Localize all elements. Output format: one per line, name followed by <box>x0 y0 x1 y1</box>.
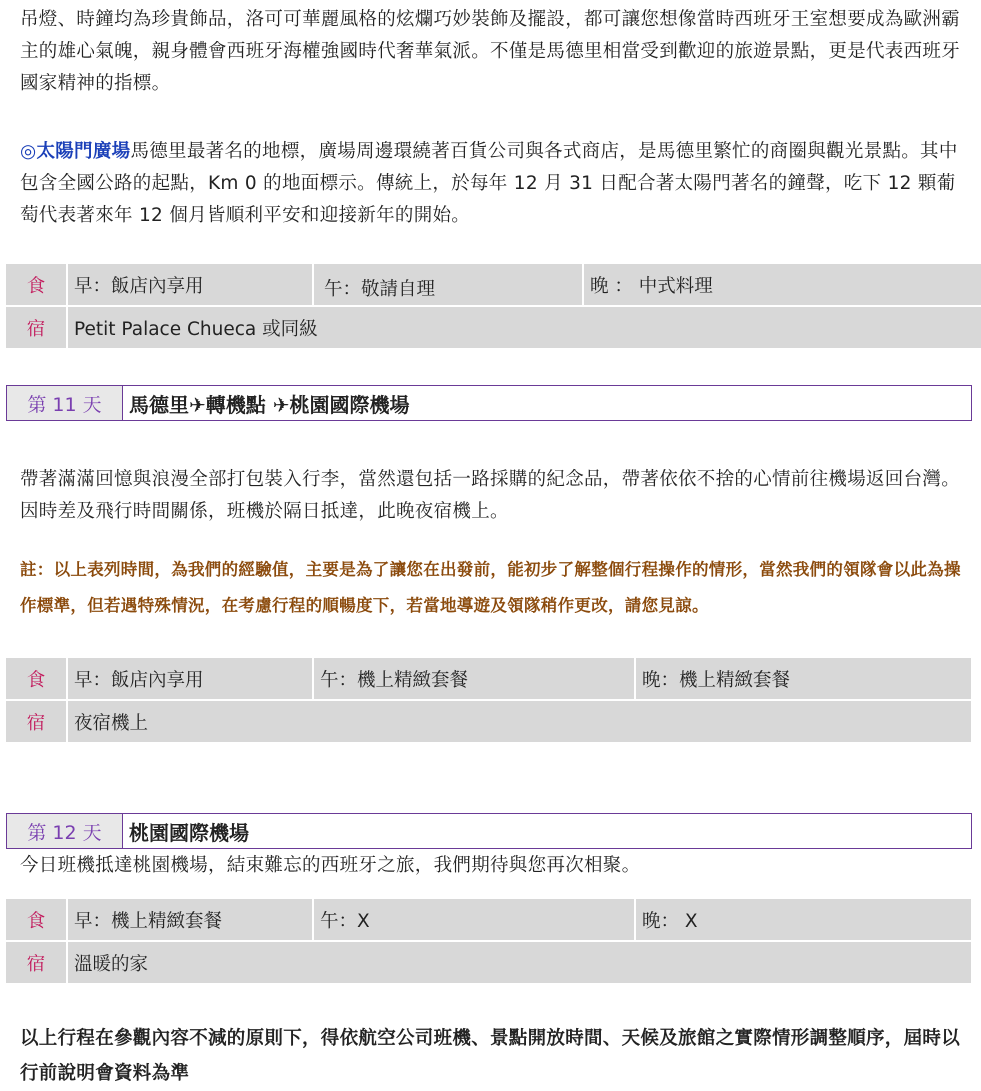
day-11-paragraph: 帶著滿滿回憶與浪漫全部打包裝入行李，當然還包括一路採購的紀念品，帶著依依不捨的心情前往機場返回台灣。因時差及飛行時間關係，班機於隔日抵達，此晚夜宿機上。 <box>20 469 961 522</box>
meal-table-2 <box>6 658 971 744</box>
stay-icon: 宿 <box>6 942 68 985</box>
itinerary-note: 註：以上表列時間，為我們的經驗值，主要是為了讓您在出發前，能初步了解整個行程操作的情形，當然我們的領隊會以此為操作標準，但若遇特殊情況，在考慮行程的順暢度下，若當地導遊及領隊稍作更改，請您見諒。 <box>20 560 961 615</box>
food-icon: 食 <box>6 899 68 942</box>
meal-table-1 <box>6 264 981 350</box>
lunch-cell: 午：敬請自理 <box>314 264 584 307</box>
dinner-cell: 晚：機上精緻套餐 <box>636 658 971 701</box>
day-11-header <box>6 385 972 421</box>
day-12-header <box>6 813 972 849</box>
final-note: 以上行程在參觀內容不減的原則下，得依航空公司班機、景點開放時間、天候及旅館之實際情形調整順序，屆時以行前說明會資料為準 <box>20 1028 961 1084</box>
sun-gate-title: ◎太陽門廣場 <box>20 141 131 162</box>
intro-paragraph: 吊燈、時鐘均為珍貴飾品，洛可可華麗風格的炫爛巧妙裝飾及擺設，都可讓您想像當時西班牙王室想要成為歐洲霸主的雄心氣魄，親身體會西班牙海權強國時代奢華氣派。不僅是馬德里相當受到歡迎的旅遊景點，更是代表西班牙國家精神的指標。 <box>20 9 961 94</box>
breakfast-cell: 早：機上精緻套餐 <box>68 899 314 942</box>
day-12-paragraph: 今日班機抵達桃園機場，結束難忘的西班牙之旅，我們期待與您再次相聚。 <box>20 855 641 876</box>
food-icon: 食 <box>6 658 68 701</box>
hotel-cell: 夜宿機上 <box>68 701 971 744</box>
day-12-title: 桃園國際機場 <box>129 820 249 845</box>
lunch-cell: 午：X <box>314 899 636 942</box>
stay-icon: 宿 <box>6 701 68 744</box>
day-11-title: 馬德里✈轉機點 ✈桃園國際機場 <box>129 392 410 417</box>
hotel-cell: Petit Palace Chueca 或同級 <box>68 307 981 350</box>
meal-table-3 <box>6 899 971 985</box>
sun-gate-paragraph <box>20 136 972 232</box>
breakfast-cell: 早：飯店內享用 <box>68 658 314 701</box>
hotel-cell: 溫暖的家 <box>68 942 971 985</box>
day-12-label: 第 12 天 <box>7 814 123 848</box>
dinner-cell: 晚： X <box>636 899 971 942</box>
breakfast-cell: 早：飯店內享用 <box>68 264 314 307</box>
food-icon: 食 <box>6 264 68 307</box>
sun-gate-text: 馬德里最著名的地標，廣場周邊環繞著百貨公司與各式商店，是馬德里繁忙的商圈與觀光景點。其中包含全國公路的起點，Km 0 的地面標示。傳統上，於每年 12 月 31 日配合著太陽門著名的鐘聲，吃下 12 顆葡萄代表著來年 12 個月皆順利平安和迎接新年的開始。 <box>20 141 958 226</box>
day-11-label: 第 11 天 <box>7 386 123 420</box>
lunch-cell: 午：機上精緻套餐 <box>314 658 636 701</box>
dinner-cell: 晚 ： 中式料理 <box>584 264 981 307</box>
stay-icon: 宿 <box>6 307 68 350</box>
